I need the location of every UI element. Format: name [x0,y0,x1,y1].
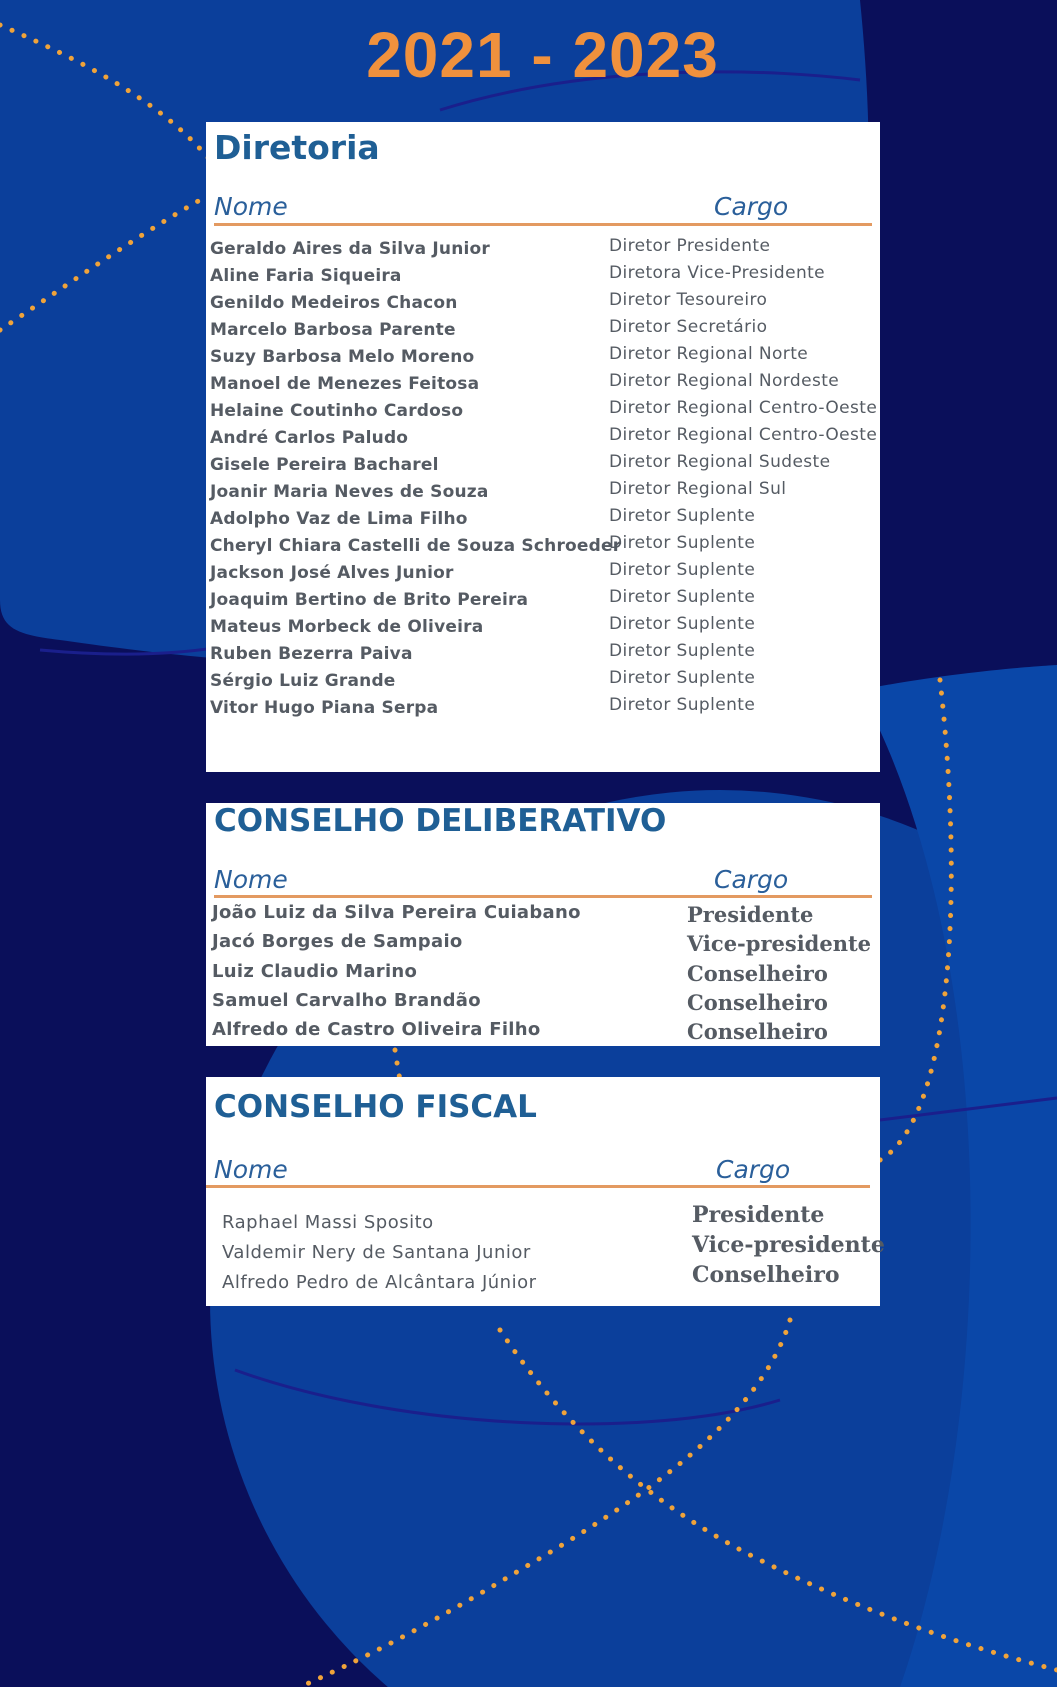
diretoria-col-name: Nome [214,192,288,221]
period-title: 2021 - 2023 [366,19,719,91]
member-name: Gisele Pereira Bacharel [210,455,439,475]
member-name: Joaquim Bertino de Brito Pereira [210,590,529,610]
member-name: João Luiz da Silva Pereira Cuiabano [212,902,581,923]
member-name: Alfredo Pedro de Alcântara Júnior [222,1272,537,1293]
member-name: Mateus Morbeck de Oliveira [210,617,484,637]
member-name: Geraldo Aires da Silva Junior [210,239,491,259]
member-role: Diretor Suplente [609,668,756,688]
conselho-fiscal-col-name: Nome [214,1155,288,1184]
list-item [206,614,880,644]
member-name: Alfredo de Castro Oliveira Filho [212,1019,541,1041]
conselho-fiscal-col-role: Cargo [716,1155,791,1184]
conselho-deliberativo-panel [206,803,880,1046]
member-name: Ruben Bezerra Paiva [210,644,413,664]
list-item [206,931,880,958]
list-item [206,560,880,590]
member-name: Samuel Carvalho Brandão [212,989,481,1011]
member-name: Cheryl Chiara Castelli de Souza Schroeder [210,536,622,556]
member-role: Diretor Presidente [609,236,771,256]
diretoria-header-rule [214,223,872,226]
conselho-deliberativo-col-role: Cargo [714,865,789,894]
member-role: Presidente [687,902,814,927]
list-item [206,236,880,266]
list-item [206,902,880,929]
list-item [206,961,880,988]
list-item [206,317,880,347]
member-role: Diretor Secretário [609,317,768,337]
member-role: Diretor Suplente [609,614,756,634]
conselho-fiscal-title: CONSELHO FISCAL [214,1089,537,1125]
member-name: Suzy Barbosa Melo Moreno [210,347,475,367]
list-item [206,479,880,509]
member-role: Conselheiro [687,1019,828,1045]
member-name: Jacó Borges de Sampaio [212,931,463,953]
member-name: Manoel de Menezes Feitosa [210,374,480,394]
member-name: Sérgio Luiz Grande [210,671,396,691]
conselho-deliberativo-title: CONSELHO DELIBERATIVO [214,803,667,839]
list-item [206,641,880,671]
list-item [206,990,880,1017]
list-item [206,371,880,401]
member-name: Adolpho Vaz de Lima Filho [210,509,468,529]
member-role: Conselheiro [692,1262,840,1288]
member-role: Diretor Suplente [609,641,756,661]
member-role: Vice-presidente [692,1232,885,1258]
member-role: Diretor Regional Centro-Oeste [609,398,878,418]
member-role: Diretor Regional Centro-Oeste [609,425,878,445]
member-name: Jackson José Alves Junior [210,563,454,583]
member-name: Vitor Hugo Piana Serpa [210,698,439,718]
member-role: Diretor Suplente [609,587,756,607]
member-name: Luiz Claudio Marino [212,960,418,982]
member-role: Diretor Regional Nordeste [609,371,840,391]
member-role: Diretor Regional Sul [609,479,787,499]
list-item [206,587,880,617]
list-item [206,668,880,698]
member-role: Diretor Tesoureiro [609,290,768,310]
list-item [206,425,880,455]
member-role: Conselheiro [687,960,828,986]
member-role: Vice-presidente [687,931,872,957]
list-item [206,1019,880,1046]
conselho-fiscal-header-rule [206,1185,870,1188]
member-role: Diretor Regional Sudeste [609,452,831,472]
member-role: Diretora Vice-Presidente [609,263,826,283]
list-item [206,452,880,482]
list-item [206,398,880,428]
member-name: Raphael Massi Sposito [222,1212,434,1233]
member-name: Valdemir Nery de Santana Junior [222,1242,531,1263]
member-role: Diretor Regional Norte [609,344,809,364]
diretoria-title: Diretoria [214,128,380,167]
member-role: Diretor Suplente [609,506,756,526]
member-role: Conselheiro [687,989,828,1015]
member-name: Aline Faria Siqueira [210,266,402,286]
member-name: Genildo Medeiros Chacon [210,293,458,313]
list-item [206,533,880,563]
member-name: Marcelo Barbosa Parente [210,320,456,340]
member-name: Helaine Coutinho Cardoso [210,401,464,421]
diretoria-col-role: Cargo [714,192,789,221]
list-item [206,695,880,725]
list-item [206,263,880,293]
list-item [206,290,880,320]
conselho-deliberativo-header-rule [214,895,872,898]
member-role: Presidente [692,1202,825,1228]
list-item [206,506,880,536]
conselho-deliberativo-col-name: Nome [214,865,288,894]
member-role: Diretor Suplente [609,560,756,580]
conselho-fiscal-panel [206,1077,885,1306]
member-name: André Carlos Paludo [210,428,409,448]
member-name: Joanir Maria Neves de Souza [210,482,489,502]
member-role: Diretor Suplente [609,695,756,715]
member-role: Diretor Suplente [609,533,756,553]
list-item [206,344,880,374]
list-item [206,1262,880,1299]
diretoria-panel [206,122,880,772]
